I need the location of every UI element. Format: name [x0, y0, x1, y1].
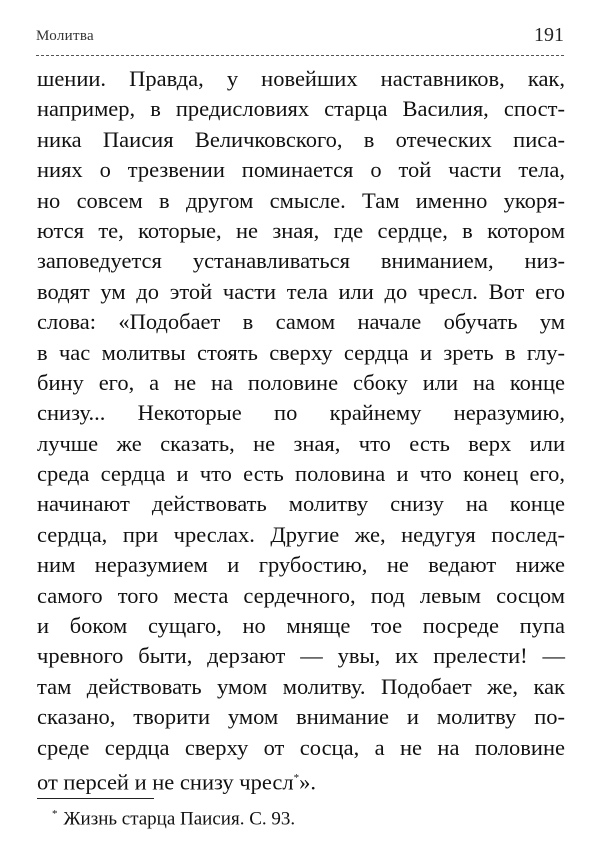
text-line: заповедуется устанавливаться вниманием, низ-	[37, 248, 565, 274]
text-line: бину его, а не на половине сбоку или на конце	[37, 369, 565, 395]
footnote-ref[interactable]: *	[293, 771, 300, 784]
text-line: ним неразумием и грубостию, не ведают ниже	[37, 552, 565, 578]
text-line: ниях о трезвении поминается о той части тела,	[37, 157, 565, 183]
text-line: водят ум до этой части тела или до чресл. Вот его	[37, 278, 565, 304]
page-number: 191	[534, 24, 564, 46]
text-line: среда сердца и что есть половина и что конец его,	[37, 461, 565, 487]
text-line: ника Паисия Величковского, в отеческих писа-	[37, 126, 565, 152]
text-line: снизу... Некоторые по крайнему неразумию,	[37, 400, 565, 426]
text-line: слова: «Подобает в самом начале обучать ум	[37, 309, 565, 335]
text-line: шении. Правда, у новейших наставников, как,	[37, 66, 565, 91]
text-line: сердца, при чреслах. Другие же, недугуя послед-	[37, 521, 565, 547]
text-line: ются те, которые, не зная, где сердце, в котором	[37, 217, 565, 243]
last-line-text: от персей и не снизу чресл	[37, 769, 294, 795]
text-line: лучше же сказать, не зная, что есть верх или	[37, 430, 565, 456]
running-title: Молитва	[36, 28, 94, 44]
text-line: например, в предисловиях старца Василия, спост-	[37, 96, 565, 122]
footnote-marker: *	[52, 808, 58, 820]
footnote-text: Жизнь старца Паисия. С. 93.	[63, 808, 296, 830]
quote-close: ».	[299, 769, 316, 795]
text-line: там действовать умом молитву. Подобает же, как	[37, 673, 565, 699]
text-line: в час молитвы стоять сверху сердца и зреть в глу-	[37, 339, 565, 365]
text-line-last	[37, 763, 565, 793]
body-text	[37, 64, 565, 793]
text-line: среде сердца сверху от сосца, а не на половине	[37, 734, 565, 760]
text-line: самого того места сердечного, под левым сосцом	[37, 582, 565, 608]
text-line: начинают действовать молитву снизу на конце	[37, 491, 565, 517]
header-divider	[36, 55, 564, 56]
text-line: и боком сущаго, но мняще тое посреде пупа	[37, 613, 565, 639]
footnote	[52, 802, 295, 831]
text-line: но совсем в другом смысле. Там именно укоря-	[37, 187, 565, 213]
footnote-divider	[37, 798, 154, 799]
text-line: сказано, творити умом внимание и молитву по-	[37, 704, 565, 730]
text-line: чревного быти, дерзают — увы, их прелести! —	[37, 643, 565, 669]
